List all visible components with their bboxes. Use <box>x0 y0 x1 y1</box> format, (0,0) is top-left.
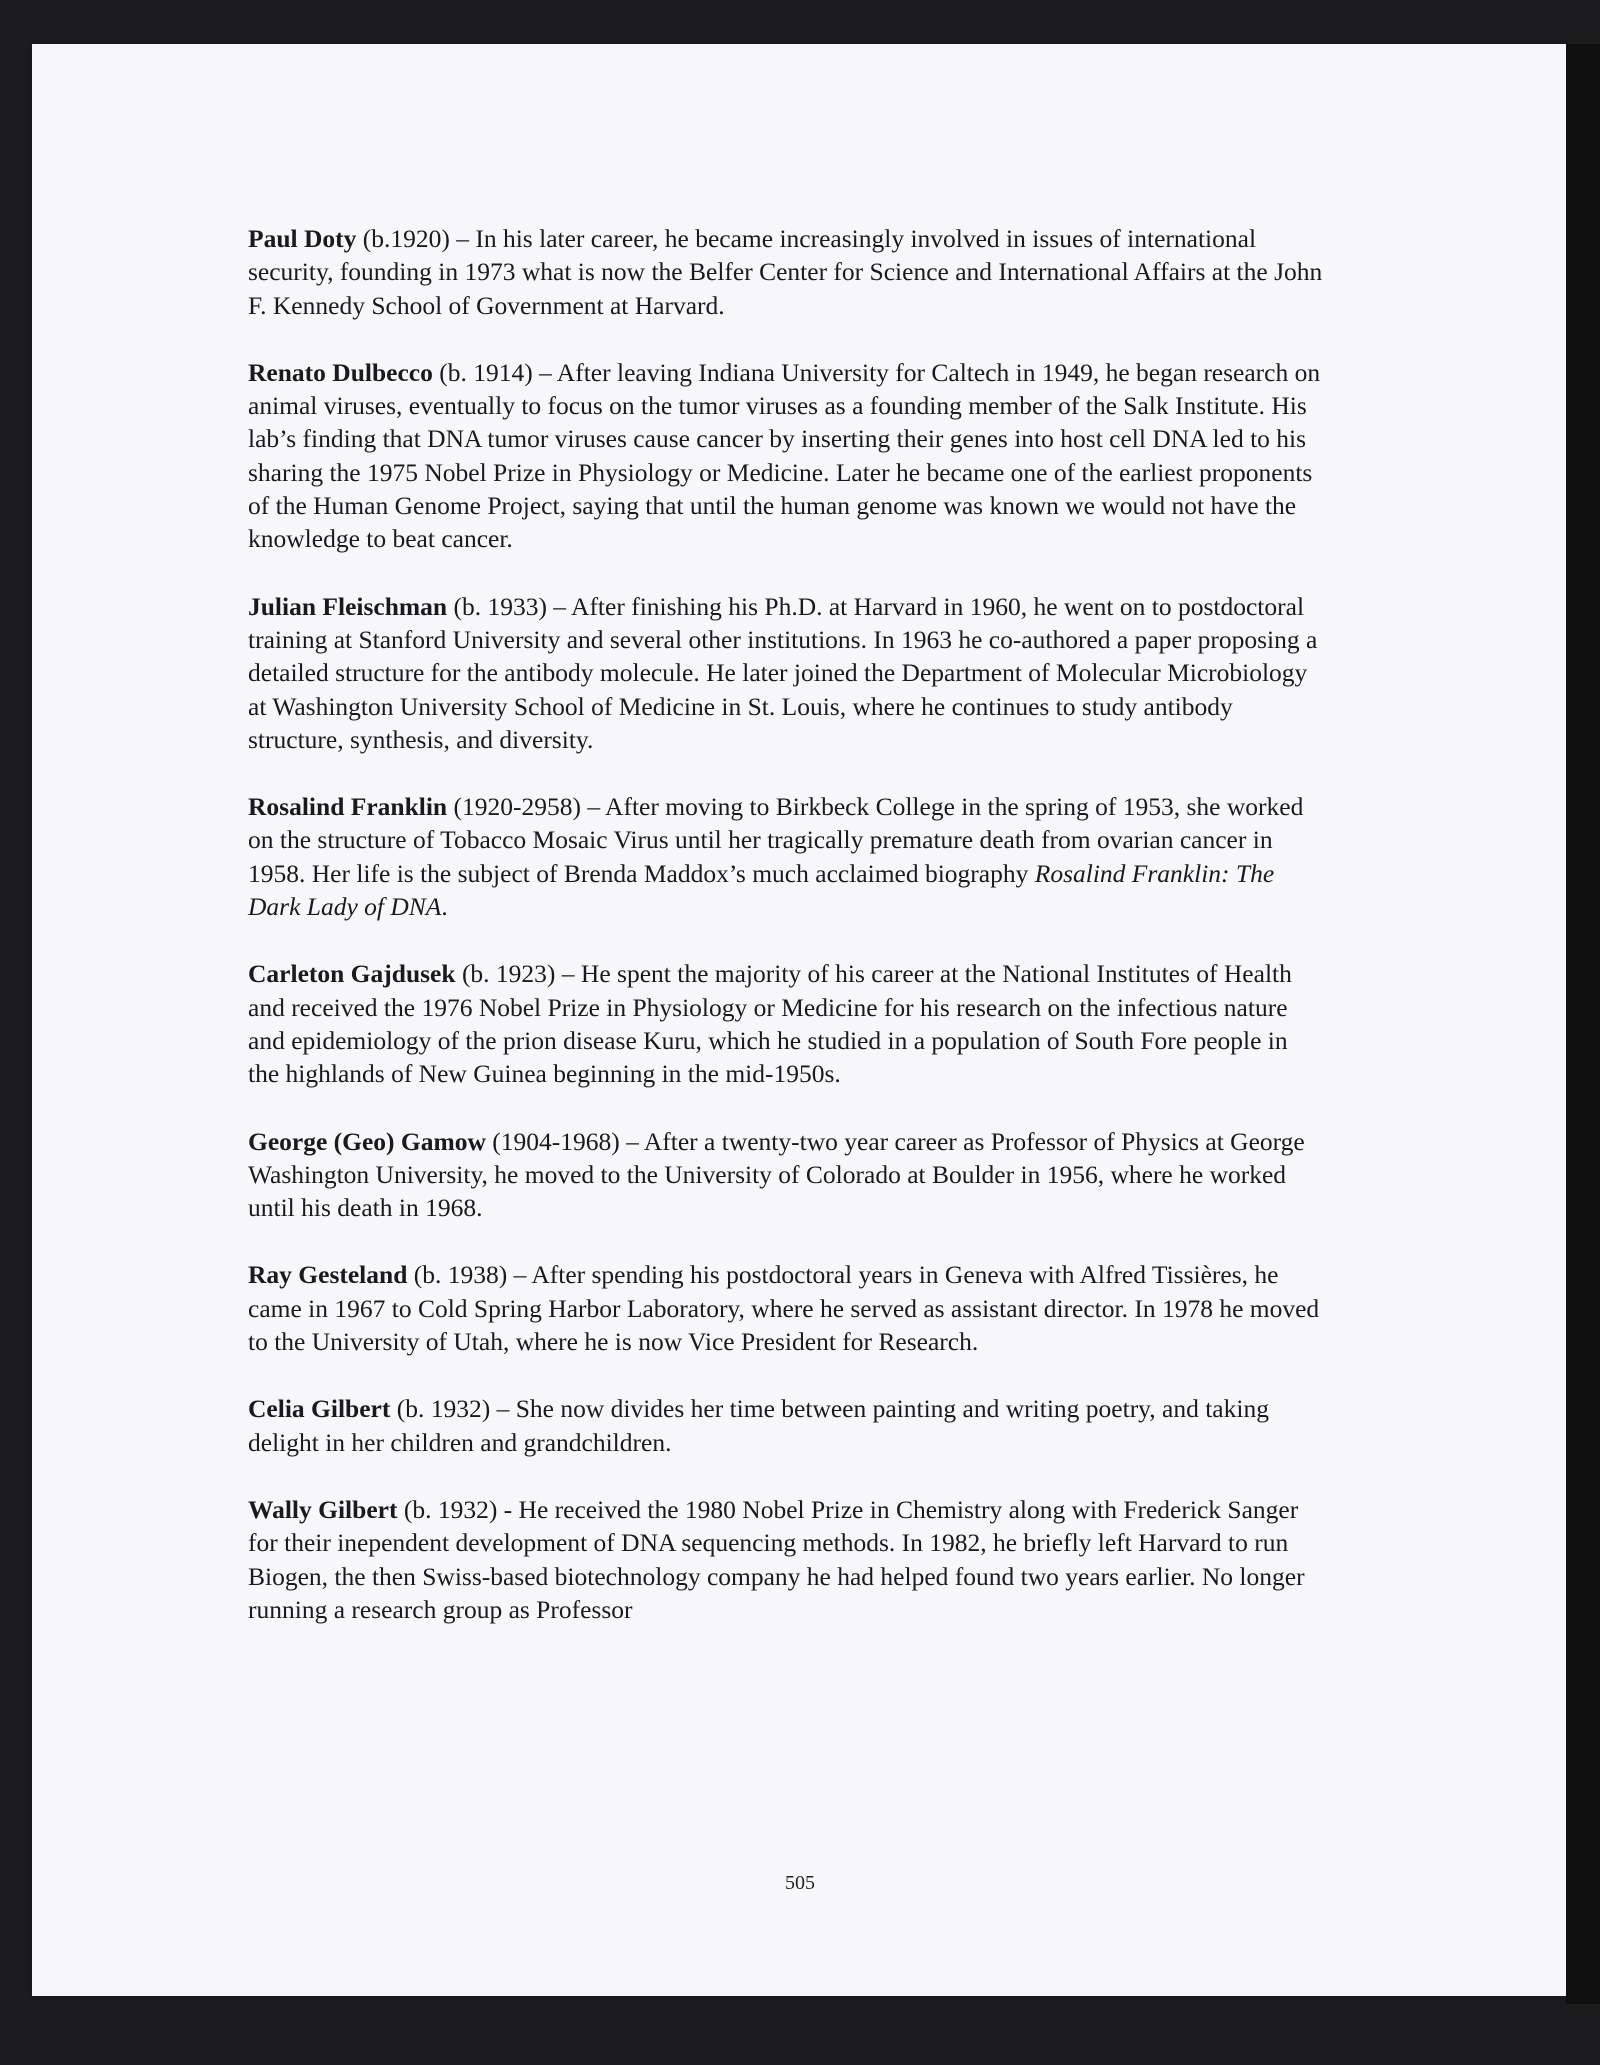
page-number: 505 <box>785 1872 815 1894</box>
entry-name: Paul Doty <box>248 224 357 253</box>
entry-name: Wally Gilbert <box>248 1494 398 1524</box>
document-body <box>248 222 1323 1660</box>
entry-text: (b. 1914) – After leaving Indiana University for Caltech in 1949, he began research on animal viruses, eventually to focus on the tumor viruses as a founding member of the Salk Institute. His lab’s finding that DNA tumor viruses cause cancer by inserting their genes into host cell DNA led to his sharing the 1975 Nobel Prize in Physiology or Medicine. Later he became one of the earliest proponents of the Human Genome Project, saying that until the human genome was known we would not have the knowledge to beat cancer. <box>248 357 1321 554</box>
entry-name: Renato Dulbecco <box>248 357 433 387</box>
biography-entry <box>248 590 1323 756</box>
entry-text: (b. 1923) – He spent the majority of his career at the National Institutes of Health and received the 1976 Nobel Prize in Physiology or Medicine for his research on the infectious nature and epidemiology of the prion disease Kuru, which he studied in a population of South Fore people in the highlands of New Guinea beginning in the mid-1950s. <box>248 959 1292 1089</box>
scan-background-edge <box>1566 44 1600 2004</box>
entry-text: (b. 1938) – After spending his postdoctoral years in Geneva with Alfred Tissières, he came in 1967 to Cold Spring Harbor Laboratory, where he served as assistant director. In 1978 he moved to the University of Utah, where he is now Vice President for Research. <box>248 1260 1320 1357</box>
entry-name: Carleton Gajdusek <box>248 959 456 989</box>
biography-entry <box>248 957 1323 1090</box>
biography-entry <box>248 222 1323 322</box>
biography-entry <box>248 1125 1323 1225</box>
entry-name: Rosalind Franklin <box>248 792 448 822</box>
entry-text: (b. 1932) - He received the 1980 Nobel Prize in Chemistry along with Frederick Sanger for their inependent development of DNA sequencing methods. In 1982, he briefly left Harvard to run Biogen, the then Swiss-based biotechnology company he had helped found two years earlier. No longer running a research group as Professor <box>248 1494 1305 1624</box>
entry-text: (1904-1968) – After a twenty-two year career as Professor of Physics at George Washington University, he moved to the University of Colorado at Boulder in 1956, where he worked until his death in 1968. <box>248 1126 1305 1223</box>
entry-name: Ray Gesteland <box>248 1260 408 1290</box>
book-title: Rosalind Franklin: The Dark Lady of DNA <box>248 858 1275 922</box>
biography-entry <box>248 1493 1323 1626</box>
biography-entry <box>248 356 1323 556</box>
biography-entry <box>248 790 1323 923</box>
entry-text-tail: . <box>441 892 448 922</box>
entry-name: George (Geo) Gamow <box>248 1126 486 1156</box>
biography-entry <box>248 1258 1323 1358</box>
entry-name: Julian Fleischman <box>248 591 448 621</box>
biography-entry <box>248 1392 1323 1459</box>
entry-text: (1920-2958) – After moving to Birkbeck College in the spring of 1953, she worked on the structure of Tobacco Mosaic Virus until her tragically premature death from ovarian cancer in 1958. Her life is the subject of Brenda Maddox’s much acclaimed biography <box>248 792 1304 888</box>
entry-name: Celia Gilbert <box>248 1394 391 1424</box>
entry-text: (b. 1933) – After finishing his Ph.D. at Harvard in 1960, he went on to postdoctoral training at Stanford University and several other institutions. In 1963 he co-authored a paper proposing a detailed structure for the antibody molecule. He later joined the Department of Molecular Microbiology at Washington University School of Medicine in St. Louis, where he continues to study antibody structure, synthesis, and diversity. <box>248 591 1318 754</box>
entry-text: (b. 1932) – She now divides her time between painting and writing poetry, and taking delight in her children and grandchildren. <box>248 1394 1269 1457</box>
entry-text: (b.1920) – In his later career, he became increasingly involved in issues of international security, founding in 1973 what is now the Belfer Center for Science and International Affairs at the John F. Kennedy School of Government at Harvard. <box>248 224 1323 320</box>
